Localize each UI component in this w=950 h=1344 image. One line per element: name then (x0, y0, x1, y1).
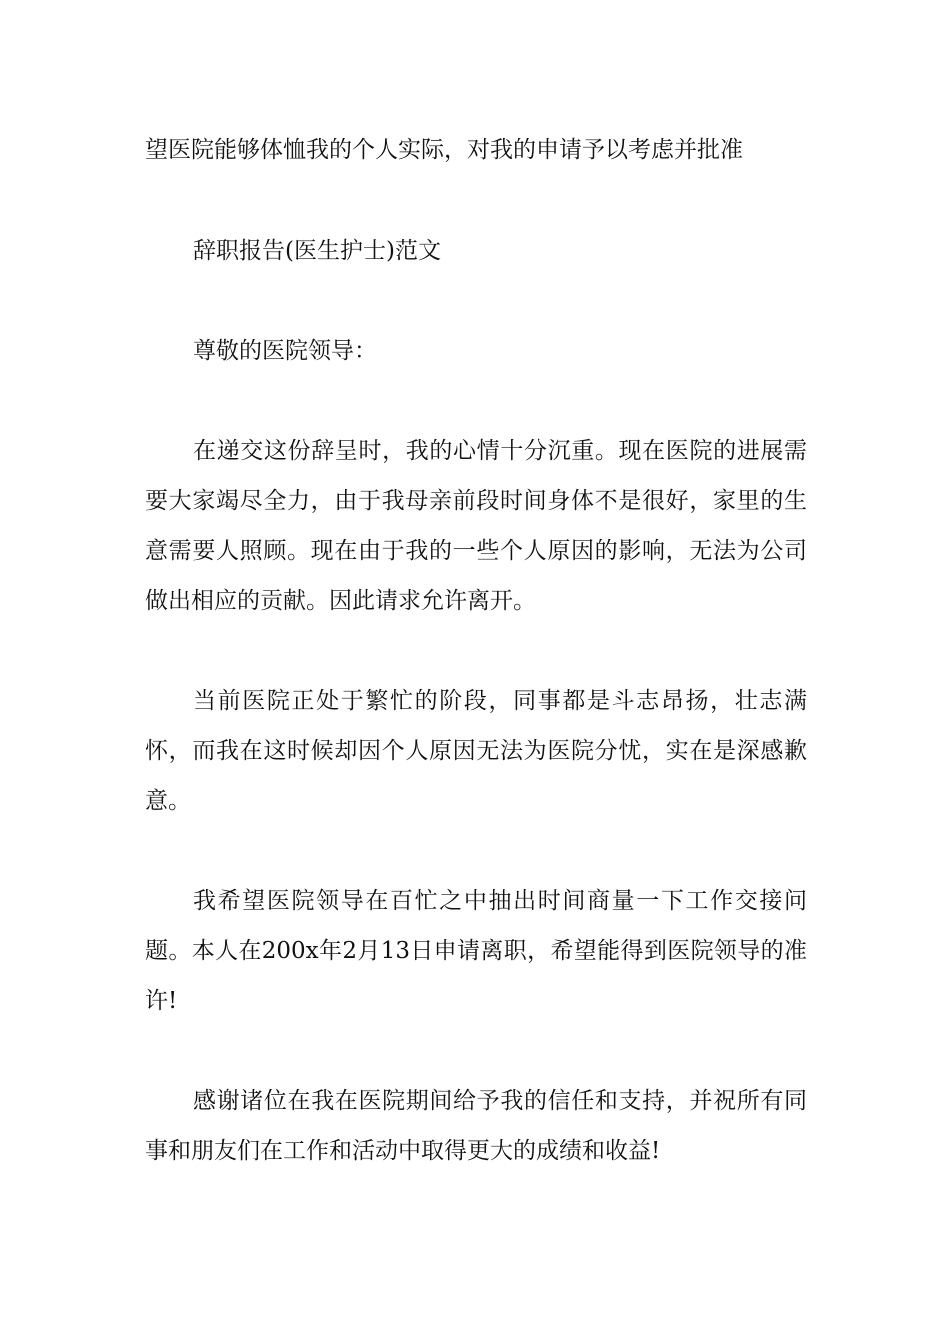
document-title: 辞职报告(医生护士)范文 (193, 238, 441, 264)
salutation: 尊敬的医院领导： (193, 338, 377, 364)
paragraph-body-3: 我希望医院领导在百忙之中抽出时间商量一下工作交接问题。本人在200x年2月13日申请离职，希望能得到医院领导的准许! (145, 888, 807, 1014)
paragraph-body-4: 感谢诸位在我在医院期间给予我的信任和支持，并祝所有同事和朋友们在工作和活动中取得更大的成绩和收益! (145, 1088, 807, 1164)
paragraph-continuation: 望医院能够体恤我的个人实际，对我的申请予以考虑并批准 (145, 137, 743, 163)
paragraph-body-2: 当前医院正处于繁忙的阶段，同事都是斗志昂扬，壮志满怀，而我在这时候却因个人原因无法为医院分忧，实在是深感歉意。 (145, 688, 807, 814)
paragraph-body-1: 在递交这份辞呈时，我的心情十分沉重。现在医院的进展需要大家竭尽全力，由于我母亲前段时间身体不是很好，家里的生意需要人照顾。现在由于我的一些个人原因的影响，无法为公司做出相应的贡献。因此请求允许离开。 (145, 438, 807, 614)
